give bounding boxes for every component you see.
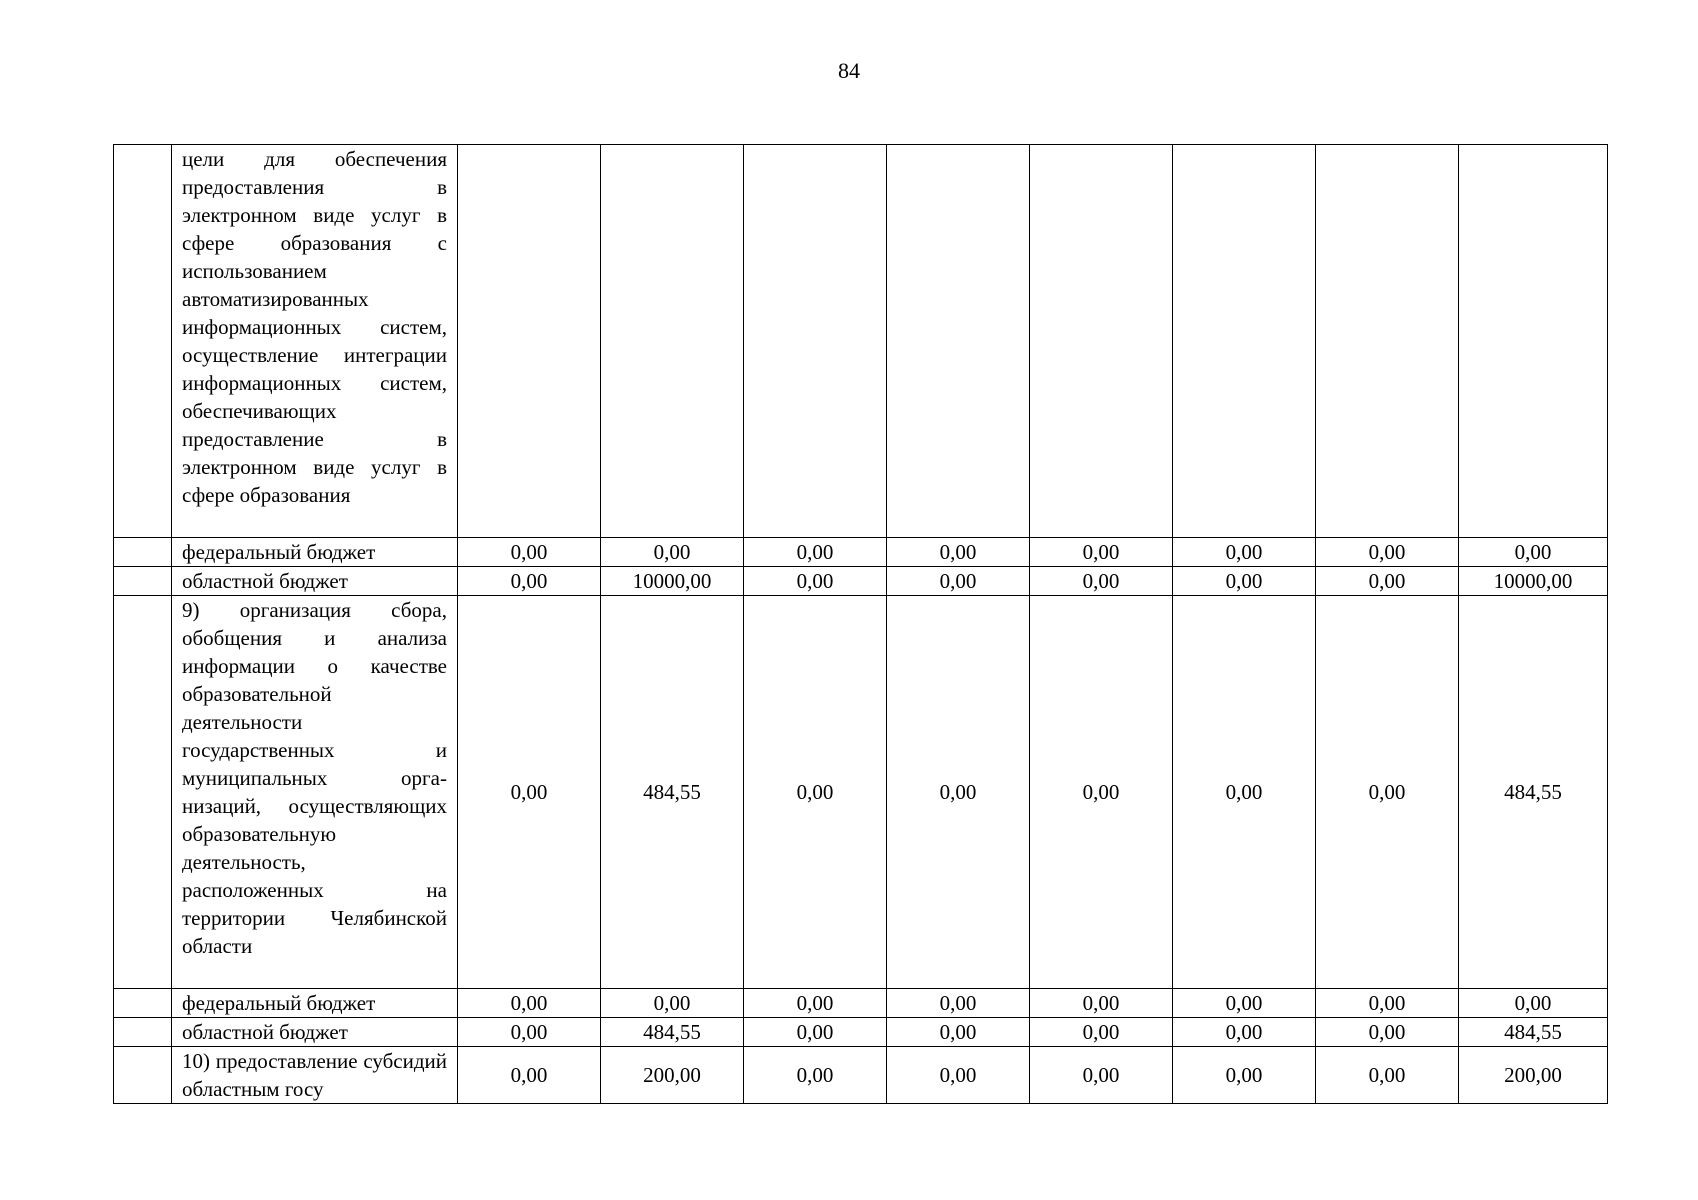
description-cell: цели для обеспечения предоставления в электронном виде услуг в сфере образования с использованием автоматизированных информационных систем, осуществление интеграции информационных систем, обеспечивающих предоставление в электронном виде услуг в сфере образования (172, 145, 458, 538)
value-cell: 0,00 (1459, 538, 1608, 567)
value-cell: 0,00 (887, 1018, 1030, 1047)
value-cell (1030, 145, 1173, 538)
value-cell: 10000,00 (1459, 567, 1608, 596)
value-cell: 0,00 (744, 567, 887, 596)
table-row (114, 1018, 1608, 1047)
value-cell: 0,00 (458, 538, 601, 567)
value-cell: 0,00 (1173, 596, 1316, 989)
value-cell: 0,00 (887, 538, 1030, 567)
index-cell (114, 538, 172, 567)
description-cell: областной бюджет (172, 567, 458, 596)
index-cell (114, 989, 172, 1018)
value-cell (458, 145, 601, 538)
value-cell (1459, 145, 1608, 538)
value-cell: 0,00 (1316, 989, 1459, 1018)
value-cell: 10000,00 (601, 567, 744, 596)
table-row (114, 567, 1608, 596)
value-cell: 484,55 (1459, 596, 1608, 989)
value-cell: 0,00 (1030, 567, 1173, 596)
value-cell: 0,00 (601, 538, 744, 567)
value-cell: 0,00 (887, 989, 1030, 1018)
value-cell: 0,00 (1173, 1047, 1316, 1104)
description-cell: федеральный бюджет (172, 538, 458, 567)
description-cell: областной бюджет (172, 1018, 458, 1047)
value-cell: 0,00 (1316, 1047, 1459, 1104)
budget-table (113, 144, 1608, 1104)
value-cell: 0,00 (601, 989, 744, 1018)
value-cell: 0,00 (744, 538, 887, 567)
value-cell: 0,00 (1173, 538, 1316, 567)
index-cell (114, 567, 172, 596)
value-cell: 484,55 (601, 1018, 744, 1047)
value-cell: 0,00 (458, 1018, 601, 1047)
description-cell: 9) организация сбора, обобщения и анализа информации о качестве образовательной деятельности государственных и муниципальных организаций, осуществляющих образовательную деятельность, расположенных на территории Челябинской области (172, 596, 458, 989)
table-row (114, 145, 1608, 538)
value-cell: 0,00 (1173, 989, 1316, 1018)
value-cell: 0,00 (1316, 538, 1459, 567)
value-cell: 0,00 (458, 596, 601, 989)
value-cell: 0,00 (1030, 1047, 1173, 1104)
value-cell: 484,55 (601, 596, 744, 989)
value-cell: 0,00 (1030, 538, 1173, 567)
value-cell: 0,00 (458, 567, 601, 596)
value-cell: 0,00 (1173, 567, 1316, 596)
value-cell: 0,00 (1316, 567, 1459, 596)
table-row (114, 538, 1608, 567)
value-cell (1173, 145, 1316, 538)
value-cell: 0,00 (458, 989, 601, 1018)
value-cell: 0,00 (744, 1018, 887, 1047)
index-cell (114, 145, 172, 538)
value-cell: 0,00 (744, 596, 887, 989)
value-cell: 0,00 (1030, 989, 1173, 1018)
index-cell (114, 596, 172, 989)
table-row (114, 1047, 1608, 1104)
value-cell (1316, 145, 1459, 538)
value-cell: 200,00 (601, 1047, 744, 1104)
table-row (114, 596, 1608, 989)
value-cell: 0,00 (887, 567, 1030, 596)
value-cell: 0,00 (744, 1047, 887, 1104)
description-cell: федеральный бюджет (172, 989, 458, 1018)
value-cell (744, 145, 887, 538)
value-cell: 0,00 (887, 1047, 1030, 1104)
value-cell: 0,00 (1030, 596, 1173, 989)
value-cell: 0,00 (1173, 1018, 1316, 1047)
value-cell: 0,00 (1030, 1018, 1173, 1047)
index-cell (114, 1047, 172, 1104)
page-number: 84 (838, 58, 860, 83)
value-cell: 200,00 (1459, 1047, 1608, 1104)
description-cell: 10) предоставление субсидий областным госу (172, 1047, 458, 1104)
value-cell: 0,00 (887, 596, 1030, 989)
value-cell: 0,00 (744, 989, 887, 1018)
value-cell: 0,00 (1459, 989, 1608, 1018)
index-cell (114, 1018, 172, 1047)
value-cell: 0,00 (1316, 596, 1459, 989)
value-cell: 0,00 (458, 1047, 601, 1104)
table-row (114, 989, 1608, 1018)
value-cell: 0,00 (1316, 1018, 1459, 1047)
value-cell: 484,55 (1459, 1018, 1608, 1047)
value-cell (601, 145, 744, 538)
value-cell (887, 145, 1030, 538)
